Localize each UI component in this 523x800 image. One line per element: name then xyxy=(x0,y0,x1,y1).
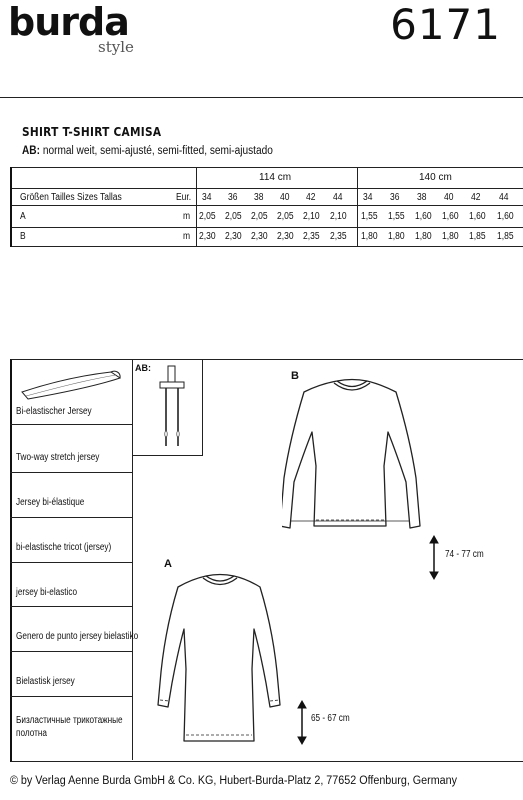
table-rule-top xyxy=(12,167,523,168)
yardage-cell: 2,35 xyxy=(330,231,347,242)
width-140-label: 140 cm xyxy=(419,172,452,183)
size-header: 38 xyxy=(417,192,427,203)
table-rule-sizes xyxy=(12,205,523,206)
yardage-cell: 1,60 xyxy=(415,211,432,222)
yardage-cell: 2,05 xyxy=(225,211,242,222)
yardage-table xyxy=(10,167,523,247)
row-unit: m xyxy=(183,211,191,222)
view-b-length: 74 - 77 cm xyxy=(445,549,484,560)
size-header: 44 xyxy=(499,192,509,203)
fabric-type-de: Bi-elastischer Jersey xyxy=(16,406,92,417)
yardage-cell: 1,60 xyxy=(469,211,486,222)
header-divider xyxy=(0,97,523,98)
size-header: 44 xyxy=(333,192,343,203)
notions-box xyxy=(132,360,203,456)
fabric-column xyxy=(10,360,139,760)
shirt-a-illustration xyxy=(150,573,290,748)
fabric-divider xyxy=(10,424,132,425)
yardage-cell: 2,30 xyxy=(225,231,242,242)
fabric-type-it: jersey bi-elastico xyxy=(16,587,78,598)
pattern-number: 6171 xyxy=(390,0,501,49)
yardage-cell: 1,55 xyxy=(361,211,378,222)
fabric-divider xyxy=(10,696,132,697)
view-b-label: B xyxy=(291,370,299,382)
notions-label: AB: xyxy=(135,363,151,373)
yardage-cell: 2,05 xyxy=(277,211,294,222)
length-arrow-b xyxy=(429,535,439,580)
size-header: 40 xyxy=(444,192,454,203)
table-rule-widths xyxy=(12,188,523,189)
fit-views-label: AB: xyxy=(22,145,40,157)
shirt-b-illustration xyxy=(282,378,422,538)
yardage-cell: 1,60 xyxy=(497,211,514,222)
table-rule-row-a xyxy=(12,227,523,228)
fabric-divider xyxy=(10,651,132,652)
row-unit: m xyxy=(183,231,191,242)
fit-description: normal weit, semi-ajusté, semi-fitted, semi-ajustado xyxy=(42,145,273,157)
table-rule-bottom xyxy=(12,246,523,247)
yardage-cell: 1,85 xyxy=(497,231,514,242)
twin-needle-icon xyxy=(154,364,194,452)
fabric-type-da: Bielastisk jersey xyxy=(16,676,75,687)
fabric-bolt-icon xyxy=(16,366,126,400)
sizes-label: Größen Tailles Sizes Tallas xyxy=(20,192,122,203)
yardage-cell: 2,05 xyxy=(199,211,216,222)
width-114-label: 114 cm xyxy=(259,172,292,183)
fabric-type-nl: bi-elastische tricot (jersey) xyxy=(16,542,112,553)
yardage-cell: 2,30 xyxy=(251,231,268,242)
yardage-cell: 1,80 xyxy=(361,231,378,242)
row-view-label: A xyxy=(20,211,26,222)
brand-logo-sub: style xyxy=(98,38,134,56)
brand-logo: burda xyxy=(8,0,129,44)
yardage-cell: 1,80 xyxy=(388,231,405,242)
size-header: 34 xyxy=(202,192,212,203)
garment-fit xyxy=(22,145,273,157)
yardage-cell: 2,10 xyxy=(303,211,320,222)
yardage-cell: 2,30 xyxy=(199,231,216,242)
eur-label: Eur. xyxy=(176,192,192,203)
yardage-cell: 1,85 xyxy=(469,231,486,242)
fabric-type-es: Genero de punto jersey bielastiko xyxy=(16,631,139,642)
size-header: 34 xyxy=(363,192,373,203)
yardage-cell: 1,60 xyxy=(442,211,459,222)
yardage-cell: 1,55 xyxy=(388,211,405,222)
fabric-type-fr: Jersey bi-élastique xyxy=(16,497,85,508)
view-a-label: A xyxy=(164,558,172,570)
yardage-cell: 1,80 xyxy=(442,231,459,242)
view-a-length: 65 - 67 cm xyxy=(311,713,350,724)
yardage-cell: 1,80 xyxy=(415,231,432,242)
size-header: 40 xyxy=(280,192,290,203)
length-arrow-a xyxy=(297,700,307,745)
table-col-rule-140 xyxy=(357,167,358,247)
fabric-divider xyxy=(10,606,132,607)
size-header: 42 xyxy=(306,192,316,203)
row-view-label: B xyxy=(20,231,26,242)
table-col-rule-eur xyxy=(196,167,197,247)
yardage-cell: 2,35 xyxy=(303,231,320,242)
fabric-divider xyxy=(10,562,132,563)
fabric-type-ru: Бизластичные трикотажные полотна xyxy=(16,715,123,739)
fabric-divider xyxy=(10,472,132,473)
size-header: 36 xyxy=(390,192,400,203)
copyright-footer: © by Verlag Aenne Burda GmbH & Co. KG, Hubert-Burda-Platz 2, 77652 Offenburg, Germany xyxy=(10,775,458,787)
garment-title: SHIRT T-SHIRT CAMISA xyxy=(22,125,162,139)
fabric-type-en: Two-way stretch jersey xyxy=(16,452,100,463)
yardage-cell: 2,10 xyxy=(330,211,347,222)
fabric-divider xyxy=(10,517,132,518)
size-header: 38 xyxy=(254,192,264,203)
size-header: 42 xyxy=(471,192,481,203)
size-header: 36 xyxy=(228,192,238,203)
yardage-cell: 2,30 xyxy=(277,231,294,242)
yardage-cell: 2,05 xyxy=(251,211,268,222)
